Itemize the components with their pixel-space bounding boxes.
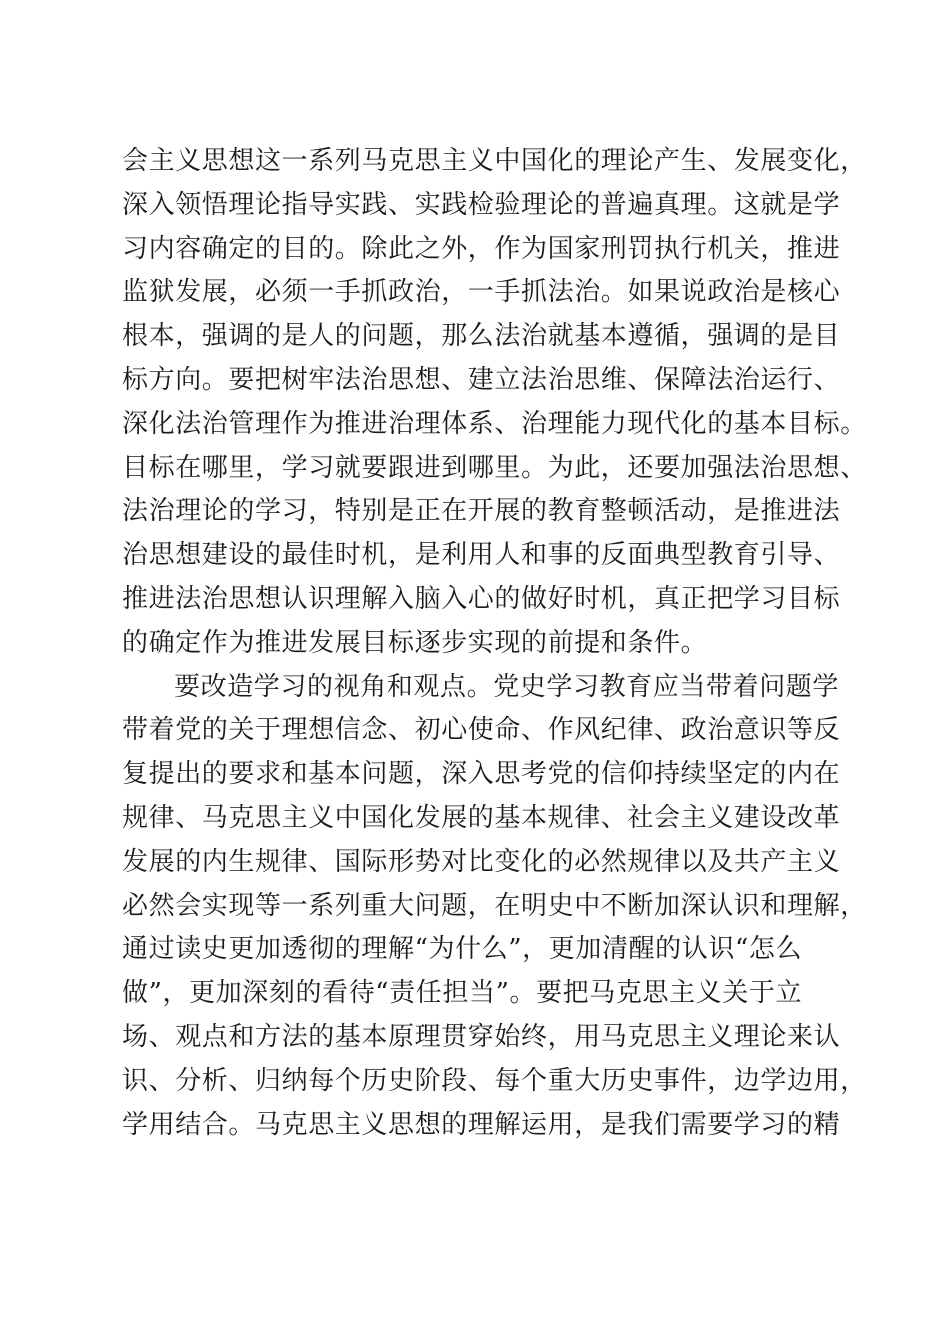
document-body	[122, 140, 867, 1147]
paragraph-line: 识、分析、归纳每个历史阶段、每个重大历史事件，边学边用，	[122, 1065, 867, 1096]
paragraph-line: 规律、马克思主义中国化发展的基本规律、社会主义建设改革	[122, 802, 841, 833]
paragraph-line: 治思想建设的最佳时机，是利用人和事的反面典型教育引导、	[122, 540, 841, 571]
paragraph-line: 的确定作为推进发展目标逐步实现的前提和条件。	[122, 627, 708, 658]
paragraph-line: 深化法治管理作为推进治理体系、治理能力现代化的基本目标。	[122, 408, 867, 439]
paragraph-line: 标方向。要把树牢法治思想、建立法治思维、保障法治运行、	[122, 364, 841, 395]
paragraph-line: 根本，强调的是人的问题，那么法治就基本遵循，强调的是目	[122, 321, 841, 352]
paragraph-line: 学用结合。马克思主义思想的理解运用，是我们需要学习的精	[122, 1109, 841, 1140]
paragraph-line: 复提出的要求和基本问题，深入思考党的信仰持续坚定的内在	[122, 759, 841, 790]
paragraph-line: 做”，更加深刻的看待“责任担当”。要把马克思主义关于立	[122, 978, 803, 1009]
paragraph-line: 通过读史更加透彻的理解“为什么”，更加清醒的认识“怎么	[122, 934, 803, 965]
paragraph-line: 必然会实现等一系列重大问题，在明史中不断加深认识和理解，	[122, 890, 867, 921]
paragraph-line: 场、观点和方法的基本原理贯穿始终，用马克思主义理论来认	[122, 1021, 841, 1052]
paragraph-line: 习内容确定的目的。除此之外，作为国家刑罚执行机关，推进	[122, 233, 841, 264]
paragraph-line: 深入领悟理论指导实践、实践检验理论的普遍真理。这就是学	[122, 189, 841, 220]
paragraph-line: 会主义思想这一系列马克思主义中国化的理论产生、发展变化，	[122, 146, 867, 176]
paragraph-2	[122, 666, 867, 1148]
paragraph-line: 推进法治思想认识理解入脑入心的做好时机，真正把学习目标	[122, 583, 841, 614]
paragraph-line: 法治理论的学习，特别是正在开展的教育整顿活动，是推进法	[122, 496, 841, 527]
paragraph-line: 带着党的关于理想信念、初心使命、作风纪律、政治意识等反	[122, 715, 841, 746]
paragraph-line: 发展的内生规律、国际形势对比变化的必然规律以及共产主义	[122, 846, 841, 877]
paragraph-first-line: 要改造学习的视角和观点。党史学习教育应当带着问题学	[174, 671, 840, 702]
paragraph-1	[122, 140, 867, 666]
paragraph-line: 目标在哪里，学习就要跟进到哪里。为此，还要加强法治思想、	[122, 452, 867, 483]
paragraph-line: 监狱发展，必须一手抓政治，一手抓法治。如果说政治是核心	[122, 277, 841, 308]
